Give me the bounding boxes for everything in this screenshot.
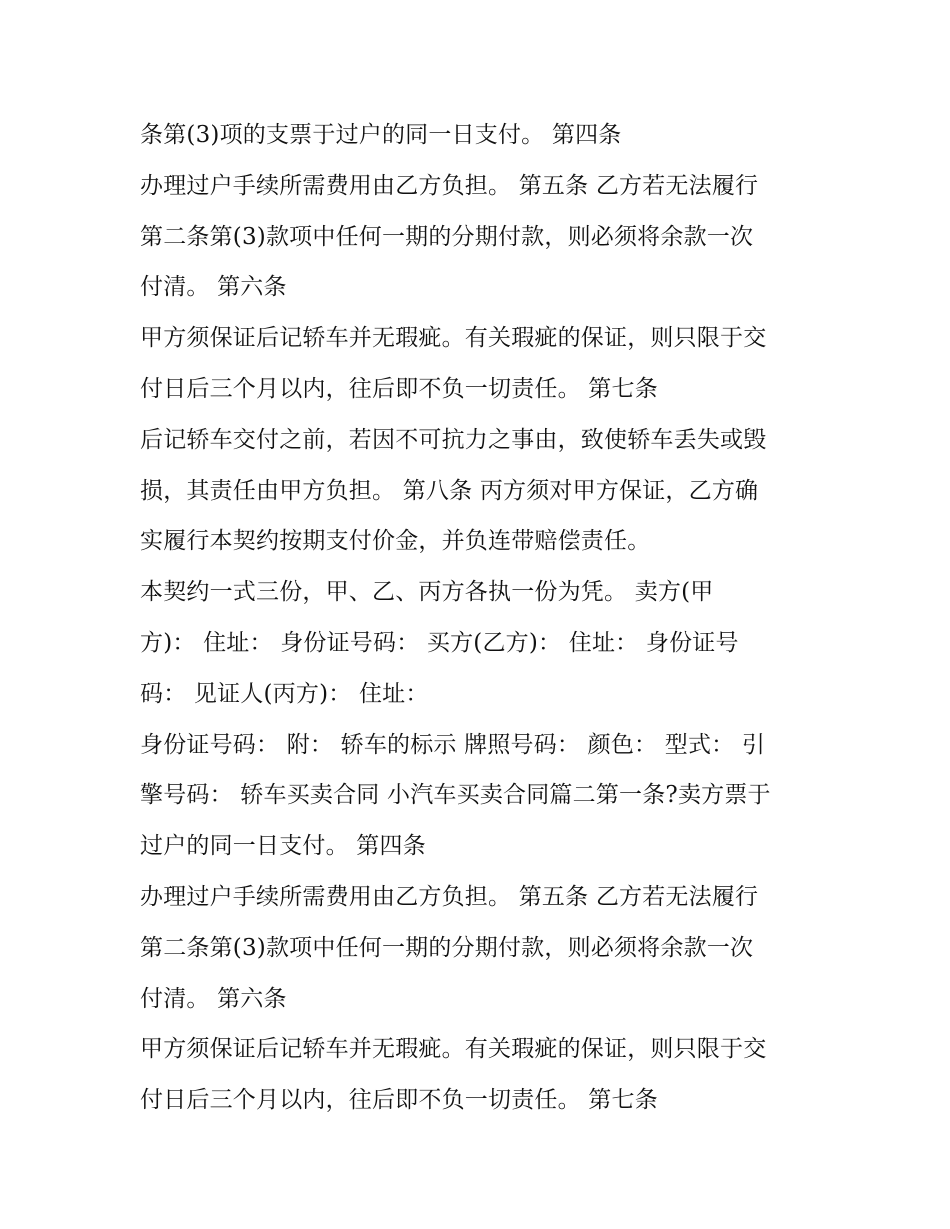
text-line-14: 擎号码： 轿车买卖合同 小汽车买卖合同篇二第一条?卖方票于 [140,782,771,809]
text-line-8: 损，其责任由甲方负担。 第八条 丙方须对甲方保证，乙方确 [140,477,759,504]
text-line-15: 过户的同一日支付。 第四条 [140,833,426,860]
text-line-11: 方)： 住址： 身份证号码： 买方(乙方)： 住址： 身份证号 [140,629,739,656]
text-line-19: 甲方须保证后记轿车并无瑕疵。有关瑕疵的保证，则只限于交 [140,1036,767,1063]
text-line-16: 办理过户手续所需费用由乙方负担。 第五条 乙方若无法履行 [140,883,759,910]
text-line-6: 付日后三个月以内，往后即不负一切责任。 第七条 [140,375,658,402]
text-line-10: 本契约一式三份，甲、乙、丙方各执一份为凭。 卖方(甲 [140,579,714,606]
text-line-2: 办理过户手续所需费用由乙方负担。 第五条 乙方若无法履行 [140,172,759,199]
text-line-9: 实履行本契约按期支付价金，并负连带赔偿责任。 [140,528,651,555]
text-line-20: 付日后三个月以内，往后即不负一切责任。 第七条 [140,1087,658,1114]
text-line-4: 付清。 第六条 [140,274,287,301]
text-line-1: 条第(3)项的支票于过户的同一日支付。 第四条 [140,122,622,148]
text-line-17: 第二条第(3)款项中任何一期的分期付款，则必须将余款一次 [140,934,754,961]
text-line-5: 甲方须保证后记轿车并无瑕疵。有关瑕疵的保证，则只限于交 [140,325,767,352]
text-line-7: 后记轿车交付之前，若因不可抗力之事由，致使轿车丢失或毁 [140,426,767,453]
document-body [140,110,830,1126]
text-line-13: 身份证号码： 附： 轿车的标示 牌照号码： 颜色： 型式： 引 [140,731,766,758]
text-line-3: 第二条第(3)款项中任何一期的分期付款，则必须将余款一次 [140,223,754,250]
text-line-12: 码： 见证人(丙方)： 住址： [140,680,429,707]
text-line-18: 付清。 第六条 [140,985,287,1012]
